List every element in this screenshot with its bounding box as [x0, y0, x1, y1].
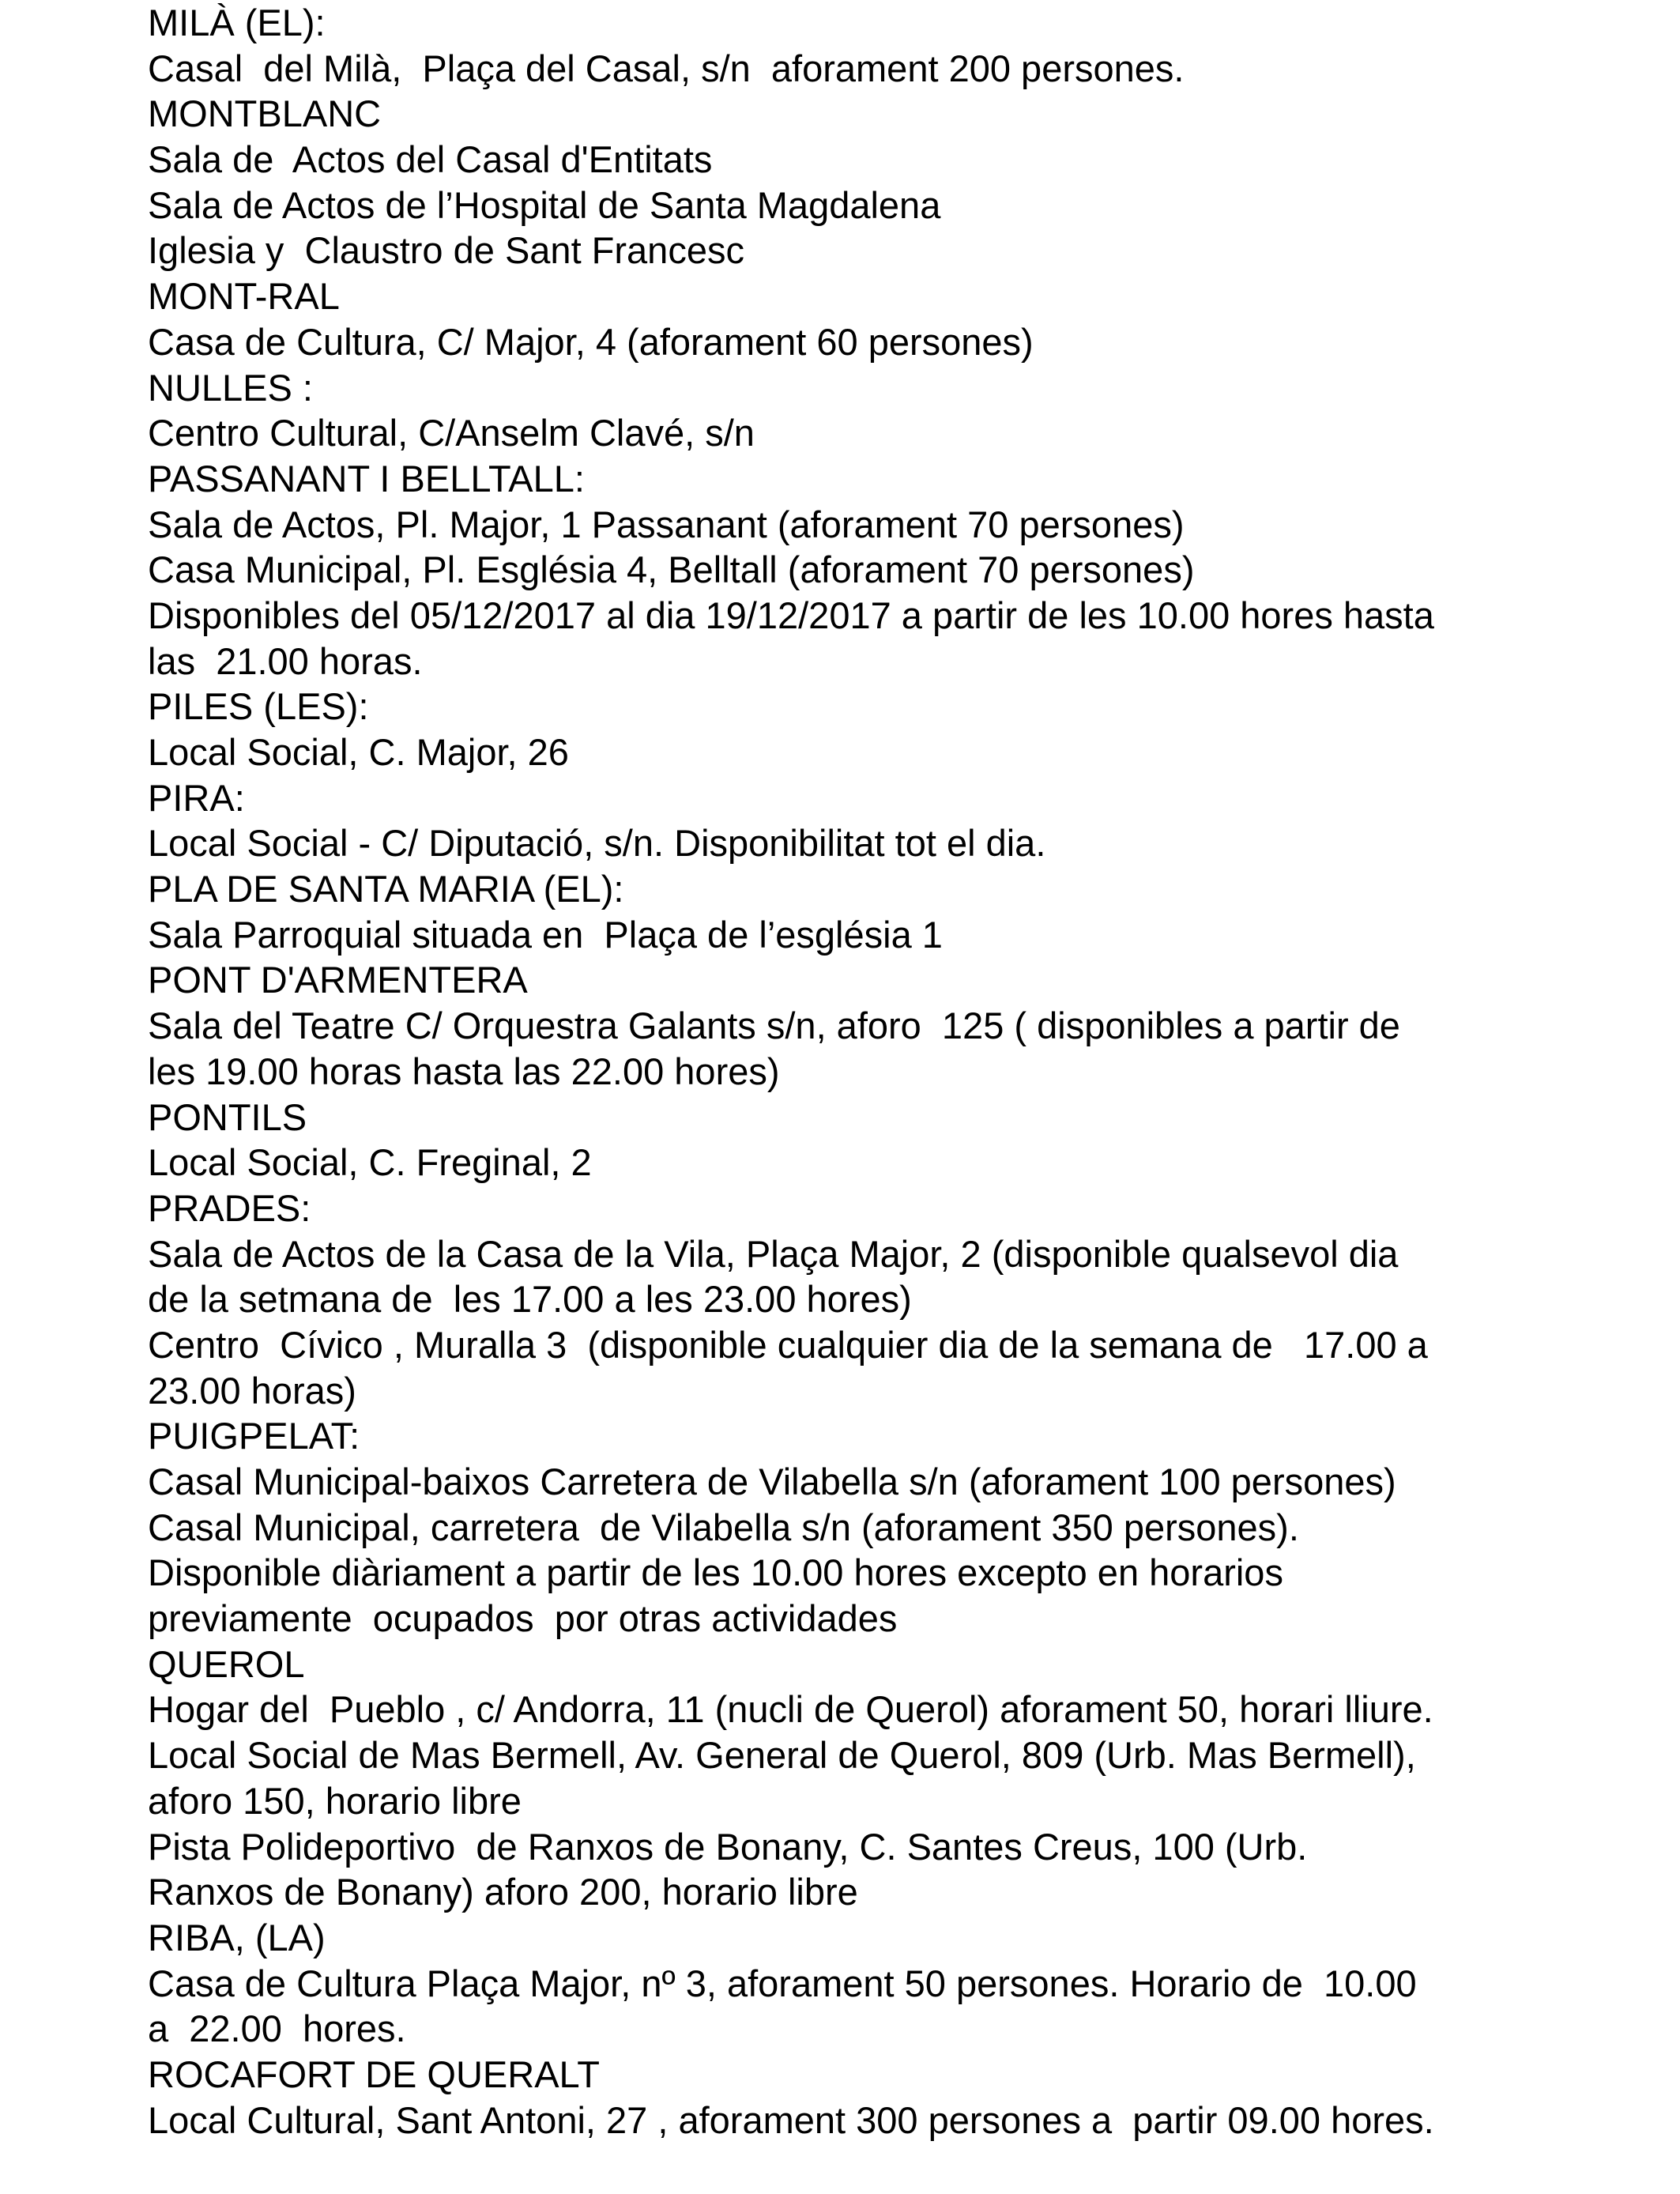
text-line: Sala Parroquial situada en Plaça de l’església 1 — [148, 913, 943, 956]
document-body — [148, 0, 1649, 2143]
text-line: Local Social - C/ Diputació, s/n. Disponibilitat tot el dia. — [148, 822, 1046, 865]
text-line: Ranxos de Bonany) aforo 200, horario libre — [148, 1871, 858, 1913]
text-line: Sala del Teatre C/ Orquestra Galants s/n, aforo 125 ( disponibles a partir de — [148, 1005, 1400, 1047]
text-line: MILÀ (EL): — [148, 2, 326, 43]
text-line: Sala de Actos del Casal d'Entitats — [148, 138, 713, 181]
text-line: 23.00 horas) — [148, 1369, 356, 1412]
text-line: previamente ocupados por otras actividades — [148, 1597, 898, 1640]
text-line: aforo 150, horario libre — [148, 1779, 522, 1822]
text-line: Centro Cultural, C/Anselm Clavé, s/n — [148, 412, 755, 454]
text-line: Local Social de Mas Bermell, Av. General de Querol, 809 (Urb. Mas Bermell), — [148, 1734, 1416, 1777]
text-line: PRADES: — [148, 1186, 311, 1229]
text-line: Disponibles del 05/12/2017 al dia 19/12/2017 a partir de les 10.00 hores hasta — [148, 594, 1434, 636]
text-line: RIBA, (LA) — [148, 1916, 326, 1958]
text-line: las 21.00 horas. — [148, 639, 423, 682]
text-line: a 22.00 hores. — [148, 2007, 406, 2050]
text-line: Centro Cívico , Muralla 3 (disponible cualquier dia de la semana de 17.00 a — [148, 1323, 1428, 1366]
text-line: Casal del Milà, Plaça del Casal, s/n aforament 200 persones. — [148, 47, 1185, 89]
text-line: Sala de Actos de la Casa de la Vila, Plaça Major, 2 (disponible qualsevol dia — [148, 1232, 1399, 1275]
text-line: Local Cultural, Sant Antoni, 27 , aforament 300 persones a partir 09.00 hores. — [148, 2098, 1434, 2141]
text-line: Hogar del Pueblo , c/ Andorra, 11 (nucli de Querol) aforament 50, horari lliure. — [148, 1688, 1433, 1731]
text-line: PLA DE SANTA MARIA (EL): — [148, 868, 624, 910]
text-line: PUIGPELAT: — [148, 1415, 360, 1457]
text-line: les 19.00 horas hasta las 22.00 hores) — [148, 1050, 780, 1092]
text-line: Casa de Cultura Plaça Major, nº 3, aforament 50 persones. Horario de 10.00 — [148, 1962, 1417, 2004]
text-line: ROCAFORT DE QUERALT — [148, 2053, 600, 2095]
text-line: Casal Municipal-baixos Carretera de Vilabella s/n (aforament 100 persones) — [148, 1461, 1396, 1502]
text-line: MONTBLANC — [148, 92, 382, 135]
text-line: MONT-RAL — [148, 275, 340, 318]
text-line: PASSANANT I BELLTALL: — [148, 457, 585, 499]
text-line: Iglesia y Claustro de Sant Francesc — [148, 229, 744, 272]
text-line: Casa de Cultura, C/ Major, 4 (aforament 60 persones) — [148, 320, 1034, 363]
text-line: Casa Municipal, Pl. Església 4, Belltall (aforament 70 persones) — [148, 548, 1195, 591]
text-line: PILES (LES): — [148, 685, 369, 728]
text-line: Local Social, C. Freginal, 2 — [148, 1141, 592, 1184]
text-line: de la setmana de les 17.00 a les 23.00 hores) — [148, 1278, 912, 1321]
text-line: Sala de Actos de l’Hospital de Santa Magdalena — [148, 183, 941, 226]
text-line: Casal Municipal, carretera de Vilabella s/n (aforament 350 persones). — [148, 1506, 1299, 1548]
text-line: Pista Polideportivo de Ranxos de Bonany, C. Santes Creus, 100 (Urb. — [148, 1825, 1308, 1868]
text-line: PONTILS — [148, 1095, 307, 1138]
text-line: QUEROL — [148, 1642, 305, 1685]
text-line: Local Social, C. Major, 26 — [148, 731, 569, 773]
text-line: Sala de Actos, Pl. Major, 1 Passanant (aforament 70 persones) — [148, 503, 1185, 545]
text-line: Disponible diàriament a partir de les 10.00 hores excepto en horarios — [148, 1551, 1283, 1594]
text-line: PIRA: — [148, 776, 245, 819]
text-line: PONT D'ARMENTERA — [148, 959, 528, 1001]
text-line: NULLES : — [148, 366, 313, 409]
